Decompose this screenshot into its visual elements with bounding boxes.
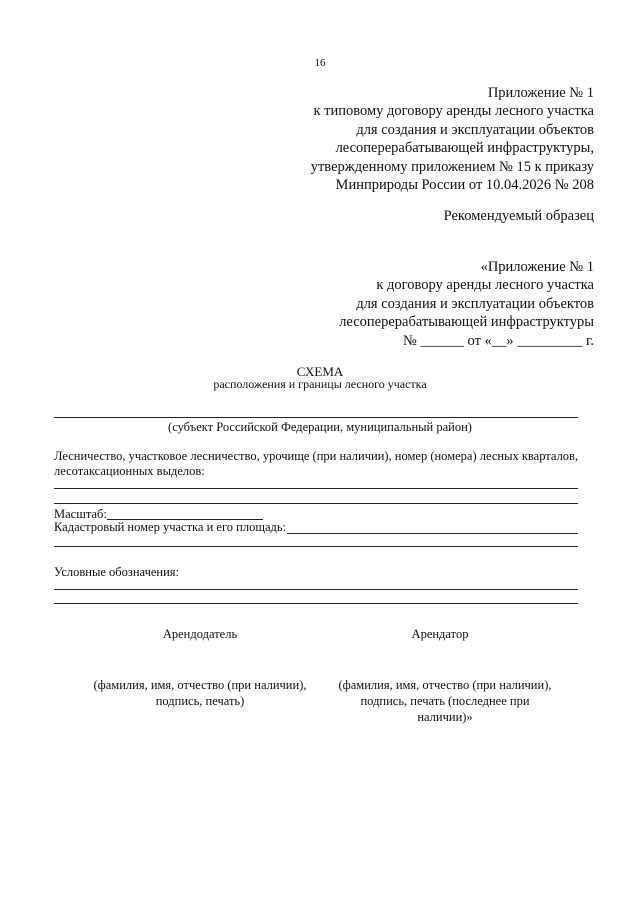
contract-appendix-line: лесоперерабатывающей инфраструктуры xyxy=(339,314,594,331)
cadastral-label: Кадастровый номер участка и его площадь: xyxy=(54,520,287,534)
lessor-role: Арендодатель xyxy=(162,627,238,641)
forestry-label-line1: Лесничество, участковое лесничество, урочище (при наличии), номер (номера) лесных кварталов, xyxy=(54,449,579,463)
legend-label: Условные обозначения: xyxy=(54,565,180,579)
lessor-signature-caption xyxy=(70,677,330,709)
subject-caption: (субъект Российской Федерации, муниципальный район) xyxy=(168,420,472,434)
lessee-role: Арендатор xyxy=(411,627,469,641)
contract-appendix-header xyxy=(339,258,594,350)
lessor-caption-line: подпись, печать) xyxy=(155,694,245,708)
forestry-input-line[interactable] xyxy=(54,488,578,489)
appendix-header xyxy=(311,84,594,194)
recommended-sample-label: Рекомендуемый образец xyxy=(443,208,594,224)
lessee-caption-line: подпись, печать (последнее при xyxy=(360,694,530,708)
appendix-header-line: Приложение № 1 xyxy=(487,85,594,101)
forestry-label-line2: лесотаксационных выделов: xyxy=(54,464,205,478)
lessor-caption-line: (фамилия, имя, отчество (при наличии), xyxy=(93,678,307,692)
appendix-header-line: утвержденному приложением № 15 к приказу xyxy=(310,158,594,175)
scale-label: Масштаб: xyxy=(54,507,107,521)
scheme-title: СХЕМА xyxy=(296,364,344,379)
legend-input-line[interactable] xyxy=(54,589,578,590)
appendix-header-line: Минприроды России от 10.04.2026 № 208 xyxy=(335,177,594,194)
scheme-subtitle: расположения и границы лесного участка xyxy=(213,377,427,391)
lessee-caption-line: наличии)» xyxy=(417,710,473,724)
cadastral-input-line[interactable] xyxy=(54,546,578,547)
subject-input-line[interactable] xyxy=(54,417,578,418)
cadastral-input-line[interactable] xyxy=(287,533,578,534)
contract-appendix-line: к договору аренды лесного участка xyxy=(376,277,594,294)
contract-appendix-line: для создания и эксплуатации объектов xyxy=(356,295,594,312)
lessee-signature-caption xyxy=(315,677,575,725)
page-number: 16 xyxy=(314,57,326,69)
lessee-caption-line: (фамилия, имя, отчество (при наличии), xyxy=(338,678,552,692)
contract-appendix-line: «Приложение № 1 xyxy=(480,259,594,275)
contract-appendix-line: № ______ от «__» _________ г. xyxy=(402,332,594,349)
forestry-input-line[interactable] xyxy=(54,503,578,504)
appendix-header-line: лесоперерабатывающей инфраструктуры, xyxy=(335,140,594,157)
appendix-header-line: для создания и эксплуатации объектов xyxy=(356,121,594,138)
appendix-header-line: к типовому договору аренды лесного участка xyxy=(313,103,594,120)
legend-input-line[interactable] xyxy=(54,603,578,604)
